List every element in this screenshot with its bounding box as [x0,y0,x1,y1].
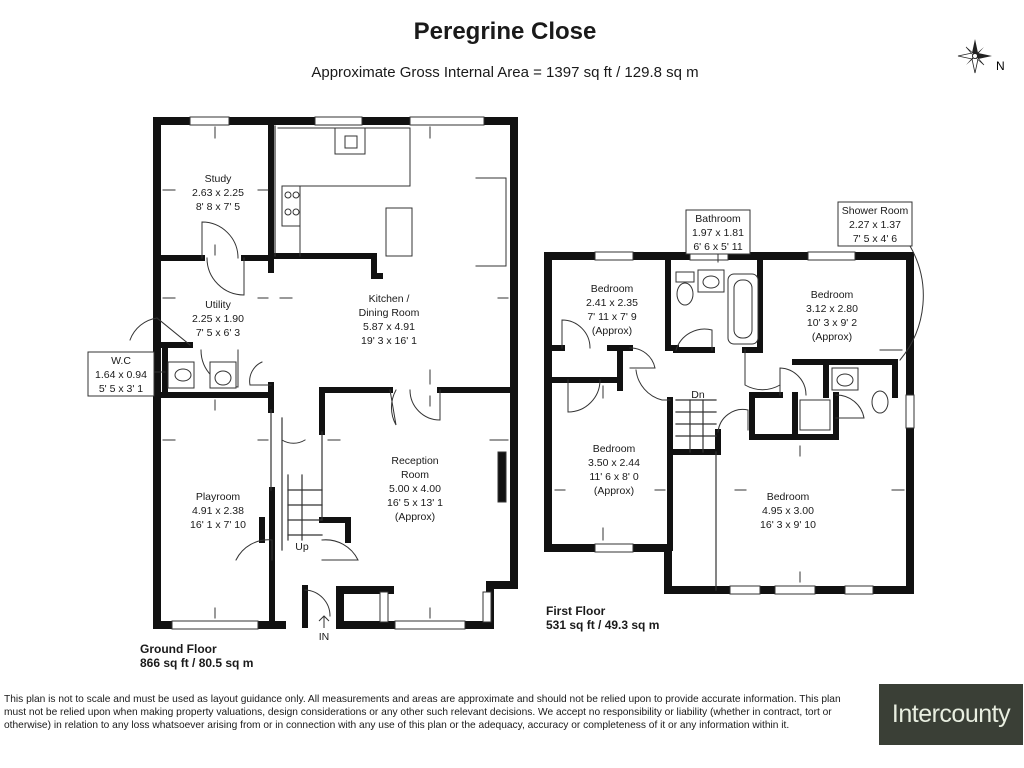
svg-text:5.00 x 4.00: 5.00 x 4.00 [389,483,441,495]
svg-text:16' 5 x 13' 1: 16' 5 x 13' 1 [387,497,443,509]
svg-text:7' 5 x 6' 3: 7' 5 x 6' 3 [195,327,241,339]
svg-text:5.87 x 4.91: 5.87 x 4.91 [363,321,415,333]
svg-text:19' 3 x 16' 1: 19' 3 x 16' 1 [361,335,417,347]
first-floor-thin-lines [676,400,716,590]
intercounty-logo: Intercounty [879,684,1023,745]
room-label-reception [387,455,443,523]
stairs-up-label: Up [295,541,309,553]
svg-text:Playroom: Playroom [195,491,241,503]
stairs-down-label: Dn [691,389,705,401]
svg-text:3.12 x 2.80: 3.12 x 2.80 [806,303,858,315]
room-label-kitchen [359,293,420,347]
svg-text:Bedroom: Bedroom [592,443,636,455]
svg-text:11' 6 x 8' 0: 11' 6 x 8' 0 [589,471,639,483]
svg-text:4.95 x 3.00: 4.95 x 3.00 [762,505,814,517]
svg-text:(Approx): (Approx) [811,331,853,343]
svg-text:(Approx): (Approx) [394,511,436,523]
svg-text:2.63 x 2.25: 2.63 x 2.25 [192,187,244,199]
room-label-playroom [190,491,246,531]
svg-text:(Approx): (Approx) [593,485,635,497]
compass-icon [958,39,992,73]
svg-text:16' 1 x 7' 10: 16' 1 x 7' 10 [190,519,246,531]
svg-text:(Approx): (Approx) [591,325,633,337]
ground-floor-name: Ground Floor [140,642,217,656]
svg-text:2.41 x 2.35: 2.41 x 2.35 [586,297,638,309]
first-floor-label [546,604,659,632]
svg-text:7' 11 x 7' 9: 7' 11 x 7' 9 [587,311,637,323]
room-label-bedroom-large [760,491,816,531]
svg-text:Reception: Reception [391,455,439,467]
ground-floor-doors [130,222,440,616]
svg-text:Dining Room: Dining Room [358,307,420,319]
svg-text:3.50 x 2.44: 3.50 x 2.44 [588,457,640,469]
entrance-arrow-icon [319,616,329,628]
first-floor-area: 531 sq ft / 49.3 sq m [546,618,660,632]
svg-text:Kitchen /: Kitchen / [368,293,410,305]
svg-text:Bathroom: Bathroom [695,213,741,225]
svg-text:6' 6 x 5' 11: 6' 6 x 5' 11 [693,241,743,253]
svg-text:Bedroom: Bedroom [590,283,634,295]
svg-text:2.25 x 1.90: 2.25 x 1.90 [192,313,244,325]
plan-area-summary: Approximate Gross Internal Area = 1397 sq ft / 129.8 sq m [311,64,699,81]
entrance-label: IN [318,631,330,643]
svg-text:7' 5 x 4' 6: 7' 5 x 4' 6 [852,233,898,245]
plan-title: Peregrine Close [413,18,597,45]
svg-text:Bedroom: Bedroom [810,289,854,301]
svg-text:16' 3 x 9' 10: 16' 3 x 9' 10 [760,519,816,531]
svg-text:1.64 x 0.94: 1.64 x 0.94 [95,369,147,381]
disclaimer-text: This plan is not to scale and must be used as layout guidance only. All measurements and areas are approximate and should not be relied upon to provide accurate information. This plan must not be relied upon when making property valuations, design considerations or any other such relevant decisions. We accept no responsibility or liability (whether in contract, tort or otherwise) in relation to any loss whatsoever arising from or in connection with any use of this plan or the adequacy, accuracy or completeness of it or any information within it. [4,694,841,731]
room-label-study [192,173,244,213]
svg-text:5' 5 x 3' 1: 5' 5 x 3' 1 [98,383,144,395]
room-label-bedroom-small [586,283,638,337]
svg-text:Study: Study [204,173,232,185]
room-label-utility [192,299,244,339]
first-floor-name: First Floor [546,604,606,618]
ground-floor-area: 866 sq ft / 80.5 sq m [140,656,254,670]
svg-text:Bedroom: Bedroom [766,491,810,503]
room-label-bathroom [692,213,744,253]
room-label-bedroom-left [588,443,640,497]
svg-text:Utility: Utility [205,299,231,311]
room-label-bedroom-right [806,289,858,343]
svg-text:Room: Room [400,469,430,481]
svg-text:1.97 x 1.81: 1.97 x 1.81 [692,227,744,239]
svg-text:Shower Room: Shower Room [841,205,909,217]
svg-text:W.C: W.C [111,355,131,367]
svg-text:10' 3 x 9' 2: 10' 3 x 9' 2 [806,317,858,329]
ground-floor-label [140,642,253,670]
svg-text:2.27 x 1.37: 2.27 x 1.37 [849,219,901,231]
svg-text:4.91 x 2.38: 4.91 x 2.38 [192,505,244,517]
svg-text:8' 8 x 7' 5: 8' 8 x 7' 5 [195,201,241,213]
compass-north-label: N [996,59,1005,73]
